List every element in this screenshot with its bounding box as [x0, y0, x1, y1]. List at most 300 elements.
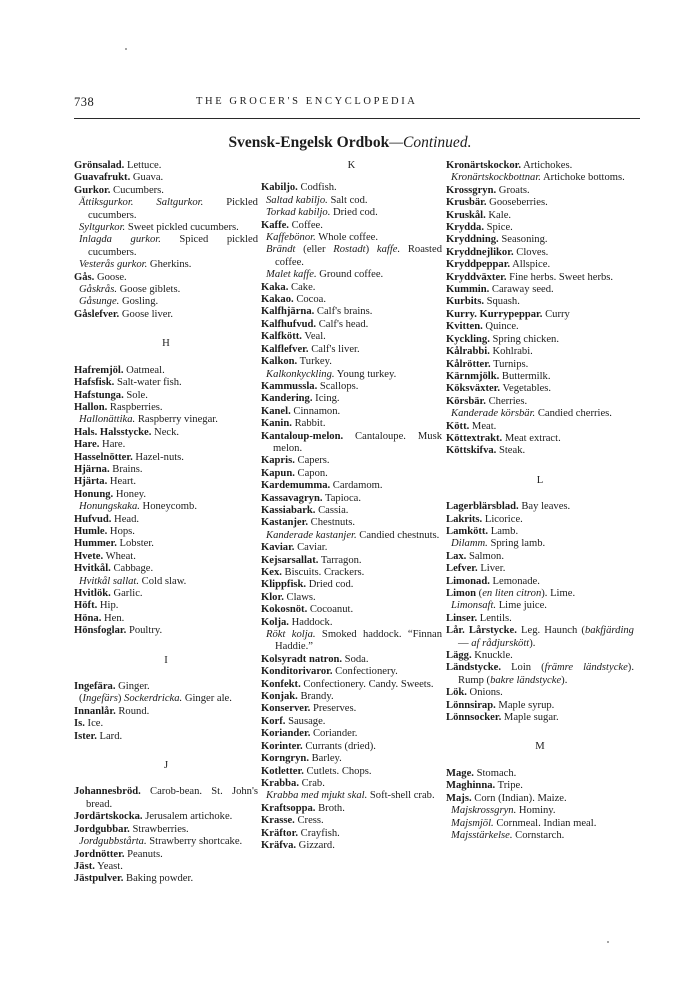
definition: Round.: [115, 705, 150, 717]
definition: —: [458, 637, 472, 649]
sub-entry: [261, 790, 442, 802]
dictionary-entry: [446, 272, 634, 284]
dictionary-entry: [74, 811, 258, 823]
headword: Kotletter.: [261, 765, 304, 777]
swedish-term: Saltgurkor.: [156, 197, 204, 209]
definition: Barley.: [308, 753, 342, 765]
headword: Is.: [74, 718, 85, 730]
dictionary-entry: [261, 480, 442, 492]
dictionary-entry: [446, 526, 634, 538]
swedish-term: Syltgurkor.: [79, 222, 126, 234]
sub-entry: [446, 408, 634, 420]
headword: Kokosnöt.: [261, 604, 308, 616]
swedish-term: bakre ländstycke: [490, 674, 562, 686]
definition: Young turkey.: [334, 368, 397, 380]
dictionary-entry: [446, 247, 634, 259]
headword: Grönsalad.: [74, 160, 125, 171]
dictionary-entry: [446, 259, 634, 271]
headword: Kurry. Kurrypeppar.: [446, 308, 543, 320]
swedish-term: Jordgubbstårta.: [79, 836, 147, 848]
dictionary-entry: [261, 728, 442, 740]
dictionary-entry: [74, 849, 258, 861]
dictionary-entry: [74, 427, 258, 439]
definition: Calf's liver.: [308, 343, 360, 355]
section-letter: L: [536, 474, 544, 486]
definition: Candied cherries.: [535, 408, 612, 420]
definition: Cloves.: [513, 246, 549, 258]
dictionary-entry: [261, 617, 442, 629]
headword: Krabba.: [261, 777, 299, 789]
page-header: [74, 95, 636, 113]
definition: Honey.: [113, 488, 147, 500]
definition: Buttermilk.: [499, 370, 551, 382]
sub-entry: [446, 538, 634, 550]
dictionary-entry: [74, 613, 258, 625]
dictionary-entry: [446, 588, 634, 600]
headword: Kräftor.: [261, 827, 298, 839]
headword: Kött.: [446, 420, 470, 432]
definition: Calf's head.: [316, 318, 369, 330]
definition: Hops.: [107, 525, 135, 537]
headword: Koriander.: [261, 728, 311, 740]
definition: Corn (Indian). Maize.: [471, 792, 567, 804]
definition: Onions.: [466, 687, 503, 699]
definition: Curry: [542, 308, 570, 320]
definition: Capers.: [294, 455, 330, 467]
headword: Klippfisk.: [261, 579, 307, 591]
dictionary-entry: [446, 768, 634, 780]
dictionary-entry: [261, 766, 442, 778]
headword: Kålrötter.: [446, 358, 491, 370]
headword: Kärnmjölk.: [446, 370, 500, 382]
dictionary-entry: [261, 455, 442, 467]
definition: Caraway seed.: [489, 284, 554, 296]
definition: ). Lime.: [541, 588, 576, 599]
swedish-term: bakfjärding: [584, 625, 634, 637]
sub-entry: [446, 805, 634, 817]
dictionary-entry: [74, 588, 258, 600]
headword: Majs.: [446, 792, 472, 804]
definition: Currants (dried).: [302, 740, 376, 752]
dictionary-entry: [446, 687, 634, 699]
dictionary-entry: [446, 712, 634, 724]
dictionary-entry: [74, 526, 258, 538]
headword: Korngryn.: [261, 753, 309, 765]
headword: Kapun.: [261, 467, 295, 479]
headword: Ister.: [74, 730, 97, 742]
definition: Dried cod.: [330, 207, 378, 219]
definition: Stomach.: [473, 767, 517, 779]
headword: Krydda.: [446, 222, 484, 234]
dictionary-entry: [446, 185, 634, 197]
dictionary-entry: [446, 309, 634, 321]
headword: Kalkon.: [261, 356, 298, 368]
dictionary-entry: [74, 551, 258, 563]
dictionary-entry: [261, 356, 442, 368]
definition: Artichoke bottoms.: [540, 172, 625, 184]
definition: Cornstarch.: [512, 829, 565, 841]
definition: Poultry.: [126, 625, 163, 637]
headword: Kräfva.: [261, 839, 297, 851]
headword: Hjärta.: [74, 476, 108, 488]
sub-entry: [261, 269, 442, 281]
sub-entry: [261, 232, 442, 244]
definition: Biscuits. Crackers.: [281, 567, 365, 578]
dictionary-entry: [261, 319, 442, 331]
headword: Kålrabbi.: [446, 346, 490, 358]
dictionary-entry: [74, 731, 258, 743]
swedish-term: Rökt kolja.: [266, 629, 316, 641]
headword: Lår. Lårstycke.: [446, 625, 517, 637]
definition: Hazel-nuts.: [132, 451, 184, 463]
definition: Spice.: [483, 222, 513, 234]
dictionary-entry: [261, 666, 442, 678]
headword: Gåslefver.: [74, 308, 120, 320]
headword: Kassavagryn.: [261, 492, 323, 504]
headword: Johannesbröd.: [74, 786, 141, 798]
headword: Kummin.: [446, 284, 490, 296]
headword: Kronärtskockor.: [446, 160, 522, 171]
definition: Cabbage.: [110, 563, 154, 575]
headword: Kalfhufvud.: [261, 318, 317, 330]
sub-entry: [446, 830, 634, 842]
headword: Kanel.: [261, 405, 291, 417]
definition: Sausage.: [285, 715, 326, 727]
dictionary-entry: [261, 517, 442, 529]
definition: Sole.: [123, 389, 148, 401]
sub-entry: [74, 197, 258, 222]
headword: Jästpulver.: [74, 873, 124, 885]
dictionary-entry: [74, 824, 258, 836]
definition: Maple syrup.: [495, 699, 555, 711]
dictionary-entry: [446, 445, 634, 457]
section-letter: K: [347, 160, 356, 171]
dictionary-entry: [74, 172, 258, 184]
definition: Hip.: [97, 600, 119, 612]
definition: Raspberries.: [107, 401, 163, 413]
definition: Calf's brains.: [314, 306, 373, 318]
headword: Hufvud.: [74, 513, 112, 525]
swedish-term: Vesterås gurkor.: [79, 259, 148, 271]
headword: Kryddväxter.: [446, 271, 507, 283]
sub-entry: [446, 172, 634, 184]
dictionary-entry: [261, 803, 442, 815]
headword: Kammussla.: [261, 380, 318, 392]
print-speck: [125, 48, 127, 50]
headword: Ingefära.: [74, 681, 116, 693]
definition: Cardamom.: [330, 480, 383, 492]
dictionary-entry: [74, 538, 258, 550]
dictionary-entry: [446, 383, 634, 395]
definition: Strawberries.: [129, 823, 189, 835]
dictionary-entry: [74, 402, 258, 414]
dictionary-entry: [446, 514, 634, 526]
definition: Salmon.: [466, 550, 504, 562]
definition: Chestnuts.: [307, 517, 356, 529]
dictionary-entry: [261, 592, 442, 604]
headword: Hallon.: [74, 401, 108, 413]
dictionary-entry: [446, 234, 634, 246]
definition: Lard.: [96, 730, 123, 742]
headword: Hafsfisk.: [74, 377, 115, 389]
dictionary-entry: [74, 786, 258, 811]
headword: Kaffe.: [261, 219, 289, 231]
headword: Kaka.: [261, 281, 289, 293]
section-letter: J: [163, 760, 169, 772]
definition: Oatmeal.: [123, 364, 165, 376]
definition: Caviar.: [294, 542, 328, 554]
definition: [133, 197, 156, 208]
definition: Turkey.: [297, 356, 332, 368]
headword: Kandering.: [261, 393, 313, 405]
sub-entry: [261, 244, 442, 269]
swedish-term: Ättiksgurkor.: [79, 197, 134, 209]
definition: Hen.: [101, 612, 125, 624]
swedish-term: Gåskrås.: [79, 284, 117, 296]
definition: Lamb.: [488, 525, 519, 537]
page-number: 738: [74, 95, 95, 109]
headword: Krusbär.: [446, 197, 487, 209]
headword: Jordnötter.: [74, 848, 125, 860]
headword: Innanlår.: [74, 705, 116, 717]
headword: Köttextrakt.: [446, 432, 503, 444]
definition: Gooseberries.: [486, 197, 548, 209]
headword: Kapris.: [261, 455, 295, 467]
definition: Lime juice.: [496, 600, 547, 612]
definition: Cutlets. Chops.: [303, 765, 372, 777]
dictionary-entry: [74, 439, 258, 451]
headword: Hvete.: [74, 550, 104, 562]
headword: Lök.: [446, 687, 467, 699]
swedish-term: en liten citron: [482, 588, 542, 599]
definition: Lettuce.: [124, 160, 162, 171]
definition: (: [79, 693, 83, 705]
definition: Brandy.: [297, 691, 334, 703]
definition: Salt-water fish.: [114, 377, 182, 389]
headword: Hafstunga.: [74, 389, 124, 401]
dictionary-entry: [446, 563, 634, 575]
dictionary-entry: [446, 222, 634, 234]
swedish-term: Kaffebönor.: [266, 232, 316, 244]
definition: Kale.: [485, 209, 512, 221]
swedish-term: kaffe.: [376, 244, 401, 256]
dictionary-entry: [446, 650, 634, 662]
definition: Meat.: [469, 420, 497, 432]
definition: Groats.: [496, 184, 530, 196]
headword: Linser.: [446, 612, 478, 624]
dictionary-entry: [74, 476, 258, 488]
definition: Raspberry vinegar.: [135, 414, 218, 426]
dictionary-entry: [261, 703, 442, 715]
sub-entry: [261, 629, 442, 654]
headword: Gås.: [74, 271, 95, 283]
dictionary-entry: [446, 433, 634, 445]
definition: ).: [561, 674, 568, 686]
swedish-term: Malet kaffe.: [266, 269, 317, 281]
sub-entry: [74, 693, 258, 705]
sub-entry: [74, 414, 258, 426]
headword: Kalfkött.: [261, 331, 302, 343]
headword: Limonad.: [446, 575, 490, 587]
dictionary-entry: [261, 741, 442, 753]
definition: Tripe.: [495, 780, 523, 792]
definition: Turnips.: [490, 358, 529, 370]
headword: Köttskifva.: [446, 445, 497, 457]
headword: Kastanjer.: [261, 517, 308, 529]
headword: Hals. Halsstycke.: [74, 426, 152, 438]
definition: Roasted coffee.: [275, 244, 442, 268]
swedish-term: Kanderade körsbär.: [451, 408, 536, 420]
headword: Lagerblärsblad.: [446, 501, 519, 513]
definition: Lentils.: [477, 612, 512, 624]
headword: Korf.: [261, 715, 286, 727]
dictionary-entry: [446, 700, 634, 712]
definition: Crayfish.: [297, 827, 340, 839]
definition: Scallops.: [317, 380, 359, 392]
dictionary-entry: [261, 381, 442, 393]
headword: Kraftsoppa.: [261, 802, 316, 814]
swedish-term: Krabba med mjukt skal.: [266, 790, 368, 802]
definition: Quince.: [482, 321, 519, 333]
swedish-term: främre ländstycke: [544, 662, 628, 674]
definition: Whole coffee.: [315, 232, 379, 244]
headword: Köksväxter.: [446, 383, 501, 395]
sub-entry: [261, 207, 442, 219]
definition: Cherries.: [485, 395, 528, 407]
dictionary-entry: [446, 576, 634, 588]
headword: Kardemumma.: [261, 480, 331, 492]
definition: Crab.: [298, 777, 325, 789]
swedish-term: Inlagda gurkor.: [79, 234, 161, 246]
definition: Gosling.: [119, 296, 159, 308]
headword: Kurbits.: [446, 296, 484, 308]
definition: Gherkins.: [147, 259, 192, 271]
headword: Lakrits.: [446, 513, 483, 525]
dictionary-entry: [74, 464, 258, 476]
swedish-term: Majsstärkelse.: [451, 829, 513, 841]
definition: Fine herbs. Sweet herbs.: [506, 271, 614, 283]
dictionary-entry: [74, 452, 258, 464]
definition: Leg. Haunch (: [516, 625, 585, 637]
sub-entry: [446, 600, 634, 612]
headword: Konfekt.: [261, 678, 301, 690]
definition: Spiced pickled cucumbers.: [88, 234, 258, 258]
dictionary-entry: [261, 493, 442, 505]
swedish-term: Saltad kabiljo.: [266, 194, 328, 206]
swedish-term: Honungskaka.: [79, 501, 140, 513]
dictionary-entry: [261, 753, 442, 765]
section-letter: I: [164, 654, 168, 666]
headword: Kex.: [261, 567, 282, 578]
definition: Brains.: [109, 463, 143, 475]
definition: Carob-bean. St. John's bread.: [86, 786, 258, 810]
definition: Lemonade.: [489, 575, 540, 587]
dictionary-entry: [446, 551, 634, 563]
sub-entry: [261, 195, 442, 207]
headword: Jordärtskocka.: [74, 811, 143, 823]
headword: Lägg.: [446, 650, 472, 662]
headword: Krossgryn.: [446, 184, 497, 196]
sub-entry: [74, 222, 258, 234]
definition: Lobster.: [116, 538, 154, 550]
headword: Körsbär.: [446, 395, 486, 407]
headword: Hvitlök.: [74, 588, 111, 599]
dictionary-entry: [261, 182, 442, 194]
dictionary-entry: [261, 828, 442, 840]
definition: Wheat.: [103, 550, 136, 562]
headword: Konjak.: [261, 691, 298, 703]
definition: Loin (: [501, 662, 545, 674]
headword: Gurkor.: [74, 184, 111, 196]
definition: Cold slaw.: [139, 575, 187, 587]
headword: Kvitten.: [446, 321, 483, 333]
dictionary-entry: [74, 625, 258, 637]
definition: Neck.: [151, 426, 180, 438]
dictionary-entry: [261, 778, 442, 790]
headword: Kalfhjärna.: [261, 306, 315, 318]
headword: Kantaloup-melon.: [261, 430, 344, 442]
swedish-term: Kalkonkyckling.: [266, 368, 335, 380]
definition: ).: [529, 637, 536, 649]
definition: Baking powder.: [123, 873, 194, 885]
definition: Guava.: [130, 172, 164, 184]
dictionary-entry: [74, 514, 258, 526]
headword: Kabiljo.: [261, 182, 298, 194]
swedish-term: Kanderade kastanjer.: [266, 529, 357, 541]
dictionary-entry: [74, 861, 258, 873]
headword: Kalflefver.: [261, 343, 309, 355]
headword: Lax.: [446, 550, 467, 562]
sub-entry: [74, 836, 258, 848]
headword: Maghinna.: [446, 780, 496, 792]
definition: Ice.: [84, 718, 104, 730]
definition: Heart.: [107, 476, 137, 488]
sub-entry: [446, 818, 634, 830]
headword: Kassiabark.: [261, 504, 316, 516]
dictionary-entry: [261, 331, 442, 343]
definition: Liver.: [477, 563, 506, 575]
definition: Cinnamon.: [290, 405, 341, 417]
sub-entry: [74, 501, 258, 513]
definition: Coriander.: [310, 728, 358, 740]
dictionary-entry: [261, 468, 442, 480]
headword: Hafremjöl.: [74, 364, 124, 376]
dictionary-entry: [446, 371, 634, 383]
definition: Goose giblets.: [116, 284, 181, 296]
headword: Kryddnejlikor.: [446, 246, 514, 258]
sub-entry: [74, 284, 258, 296]
definition: Ginger.: [115, 681, 150, 693]
section-title-continued: —Continued.: [389, 134, 472, 151]
definition: Honeycomb.: [139, 501, 197, 513]
definition: Seasoning.: [498, 234, 548, 246]
definition: Allspice.: [510, 259, 551, 271]
dictionary-entry: [74, 160, 258, 172]
headword: Höft.: [74, 600, 98, 612]
dictionary-entry: [261, 555, 442, 567]
swedish-term: Dilamm.: [451, 538, 488, 550]
definition: Sweet pickled cucumbers.: [125, 222, 239, 234]
headword: Korinter.: [261, 740, 303, 752]
definition: Confectionery.: [332, 666, 398, 678]
dictionary-entry: [446, 421, 634, 433]
dictionary-entry: [261, 418, 442, 430]
headword: Konserver.: [261, 703, 311, 715]
dictionary-entry: [261, 579, 442, 591]
dictionary-entry: [261, 306, 442, 318]
swedish-term: Majskrossgryn.: [451, 805, 517, 817]
headword: Kanin.: [261, 418, 292, 430]
